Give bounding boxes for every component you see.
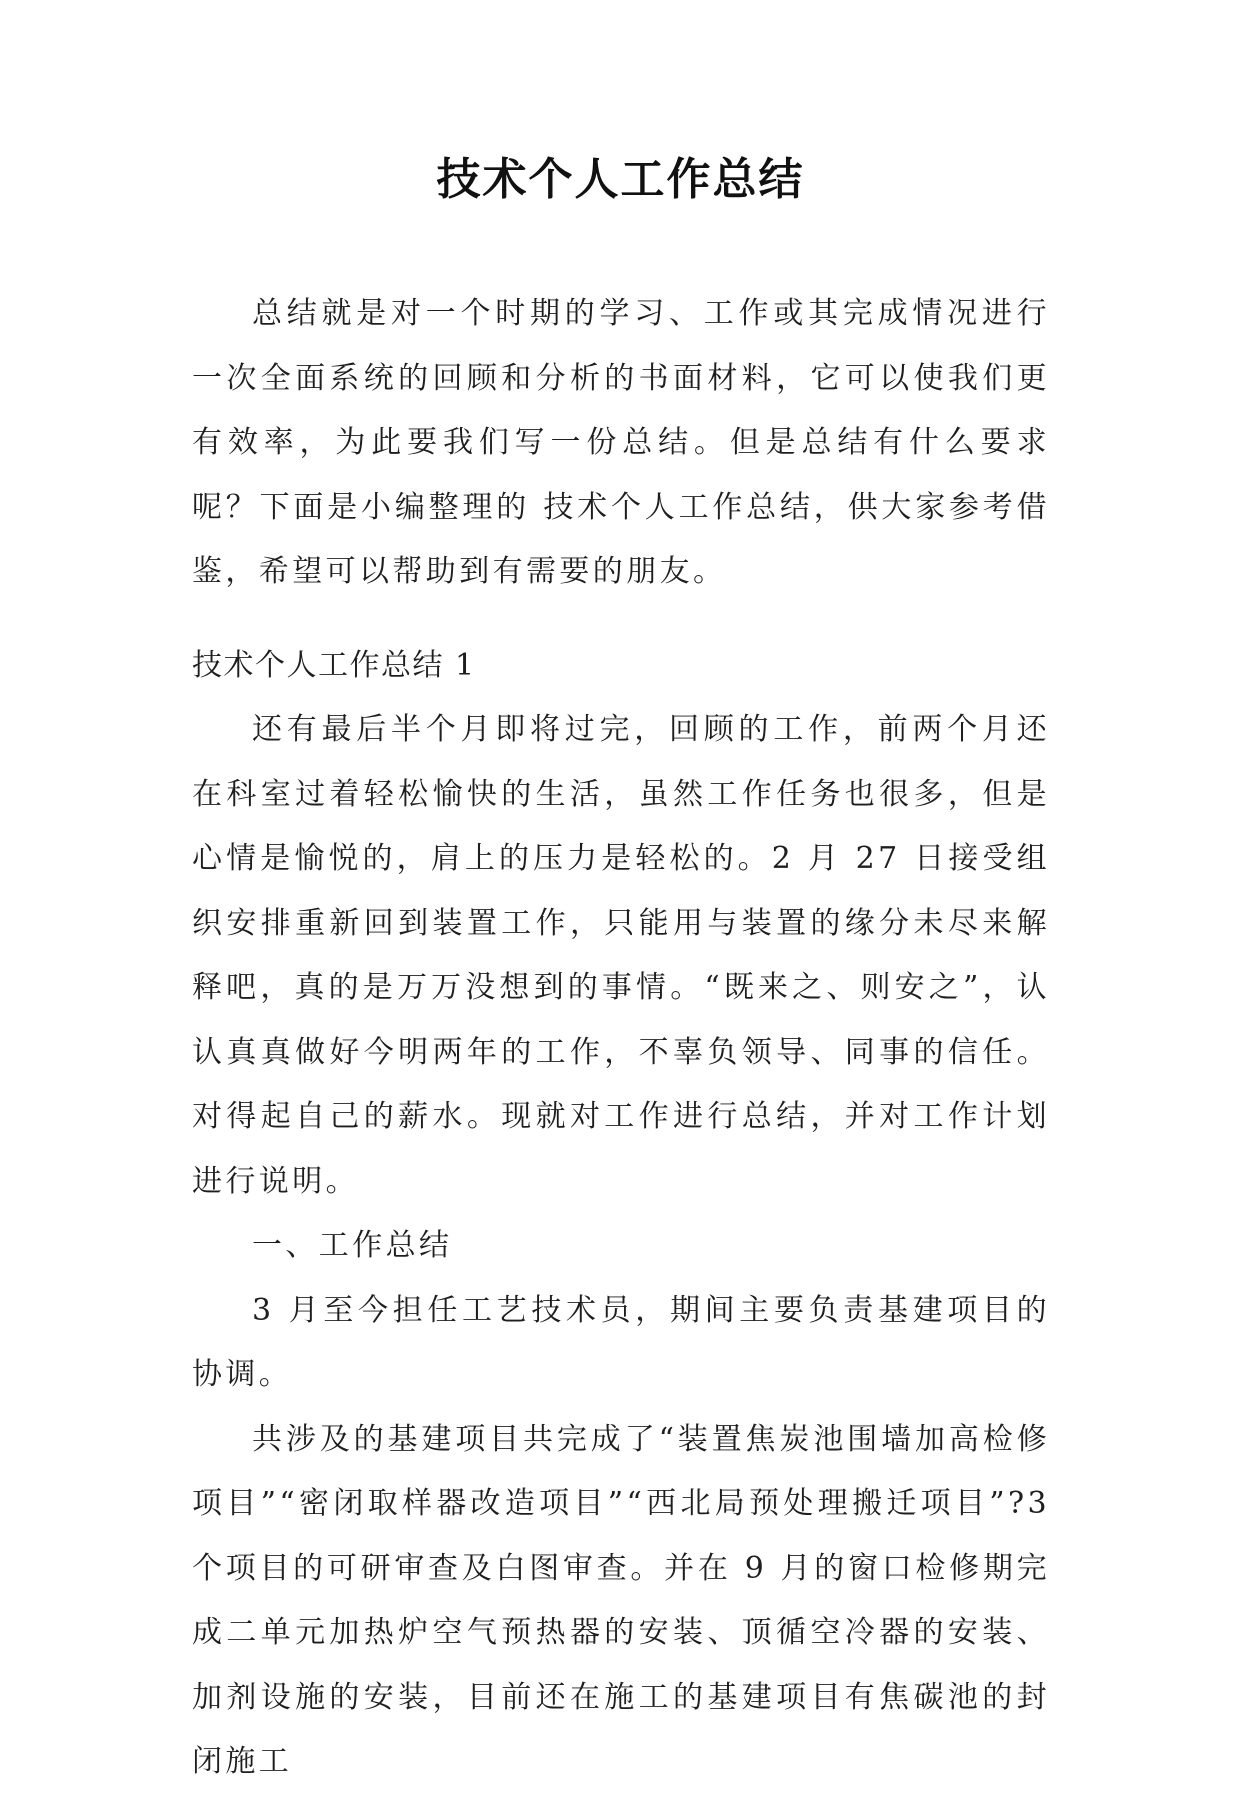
document-title: 技术个人工作总结	[436, 154, 805, 205]
body-paragraph: 共涉及的基建项目共完成了“装置焦炭池围墙加高检修项目”“密闭取样器改造项目”“西北局预处理搬迁项目”?3 个项目的可研审查及白图审查。并在 9 月的窗口检修期完成二单元加热炉空气预热器的安装、顶循空冷器的安装、加剂设施的安装，目前还在施工的基建项目有焦碳池的封闭施工	[192, 1421, 1050, 1779]
body-paragraph: 还有最后半个月即将过完，回顾的工作，前两个月还在科室过着轻松愉快的生活，虽然工作任务也很多，但是心情是愉悦的，肩上的压力是轻松的。2 月 27 日接受组织安排重新回到装置工作，只能用与装置的缘分未尽来解释吧，真的是万万没想到的事情。“既来之、则安之”，认认真真做好今明两年的工作，不辜负领导、同事的信任。对得起自己的薪水。现就对工作进行总结，并对工作计划进行说明。	[192, 712, 1050, 1199]
section-heading: 技术个人工作总结 1	[192, 648, 476, 683]
body-paragraph: 3 月至今担任工艺技术员，期间主要负责基建项目的协调。	[192, 1292, 1050, 1392]
intro-paragraph: 总结就是对一个时期的学习、工作或其完成情况进行一次全面系统的回顾和分析的书面材料，它可以使我们更有效率，为此要我们写一份总结。但是总结有什么要求呢？下面是小编整理的 技术个人工作总结，供大家参考借鉴，希望可以帮助到有需要的朋友。	[192, 296, 1050, 589]
intro-section	[192, 282, 1050, 605]
subsection-heading: 一、工作总结	[252, 1228, 453, 1263]
section-body	[192, 698, 1050, 1795]
